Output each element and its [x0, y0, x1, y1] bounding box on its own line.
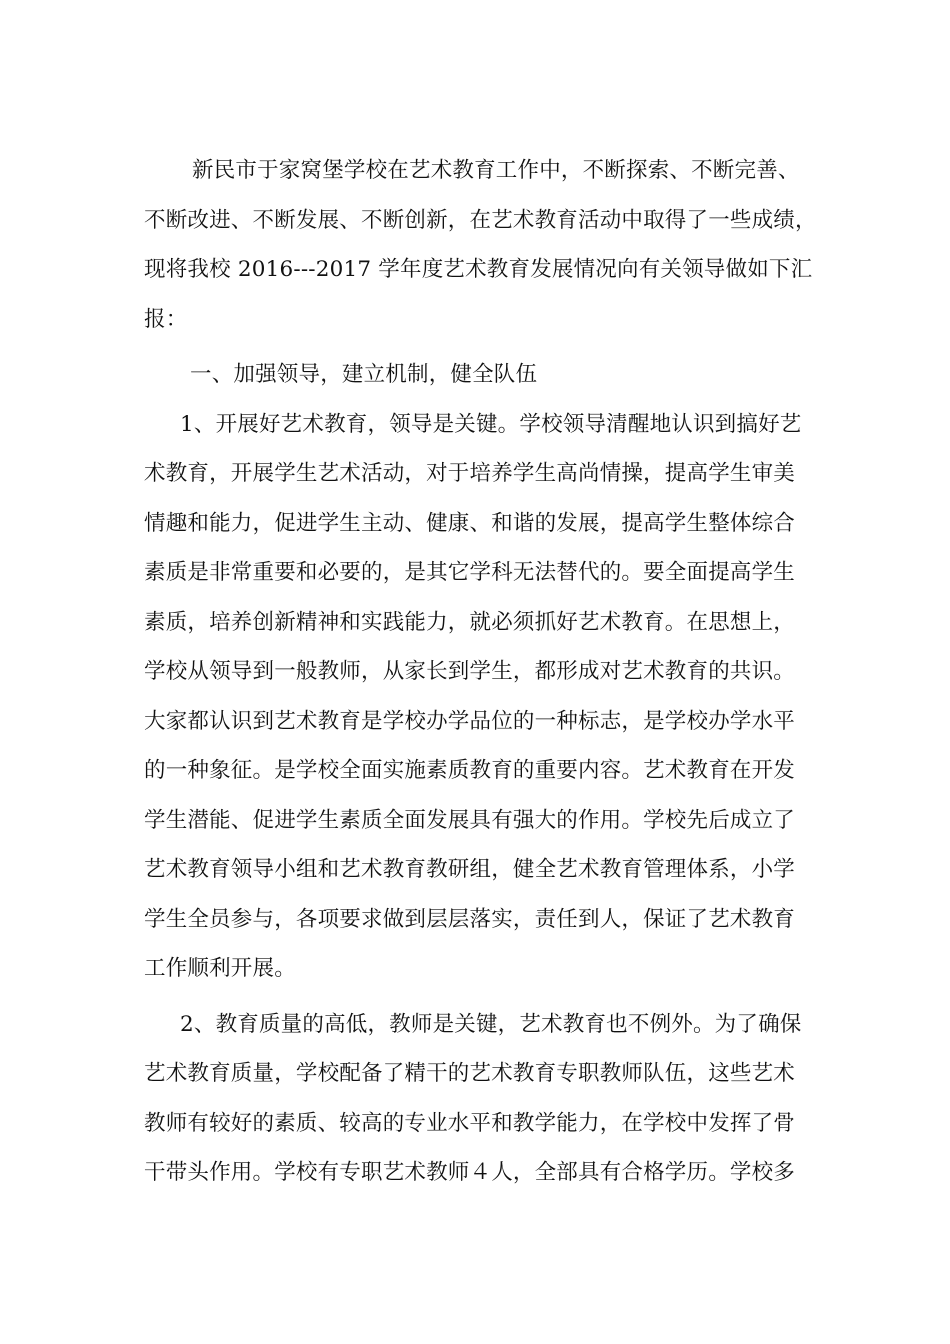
text-line: 现将我校 2016---2017 学年度艺术教育发展情况向有关领导做如下汇 [144, 257, 813, 282]
section-heading-text: 一、加强领导，建立机制，健全队伍 [190, 362, 538, 387]
point-2-paragraph [144, 1000, 824, 1198]
text-line: 素质，培养创新精神和实践能力，就必须抓好艺术教育。在思想上， [144, 609, 796, 635]
text-line: 报： [144, 306, 188, 332]
text-line: 2、教育质量的高低，教师是关键，艺术教育也不例外。为了确保 [180, 1011, 802, 1037]
text-line: 素质是非常重要和必要的，是其它学科无法替代的。要全面提高学生 [144, 560, 796, 585]
text-line: 干带头作用。学校有专职艺术教师４人，全部具有合格学历。学校多 [144, 1160, 796, 1185]
text-line: 工作顺利开展。 [144, 956, 296, 981]
text-line: 学生潜能、促进学生素质全面发展具有强大的作用。学校先后成立了 [144, 807, 796, 833]
text-line: 新民市于家窝堡学校在艺术教育工作中，不断探索、不断完善、 [192, 158, 800, 183]
text-line: 的一种象征。是学校全面实施素质教育的重要内容。艺术教育在开发 [144, 758, 796, 783]
text-line: 艺术教育领导小组和艺术教育教研组，健全艺术教育管理体系，小学 [144, 857, 796, 882]
text-line: 学校从领导到一般教师，从家长到学生，都形成对艺术教育的共识。 [144, 659, 796, 684]
text-line: 艺术教育质量，学校配备了精干的艺术教育专职教师队伍，这些艺术 [144, 1061, 796, 1086]
section-heading [144, 350, 824, 400]
intro-paragraph [144, 146, 824, 344]
text-line: 1、开展好艺术教育，领导是关键。学校领导清醒地认识到搞好艺 [180, 411, 802, 437]
text-line: 术教育，开展学生艺术活动，对于培养学生高尚情操，提高学生审美 [144, 461, 796, 486]
text-line: 教师有较好的素质、较高的专业水平和教学能力，在学校中发挥了骨 [144, 1110, 796, 1136]
text-line: 大家都认识到艺术教育是学校办学品位的一种标志，是学校办学水平 [144, 708, 796, 734]
text-line: 不断改进、不断发展、不断创新，在艺术教育活动中取得了一些成绩， [144, 207, 817, 233]
text-line: 学生全员参与，各项要求做到层层落实，责任到人，保证了艺术教育 [144, 906, 796, 932]
text-line: 情趣和能力，促进学生主动、健康、和谐的发展，提高学生整体综合 [144, 510, 796, 536]
document-body [144, 146, 824, 1198]
point-1-paragraph [144, 400, 824, 994]
